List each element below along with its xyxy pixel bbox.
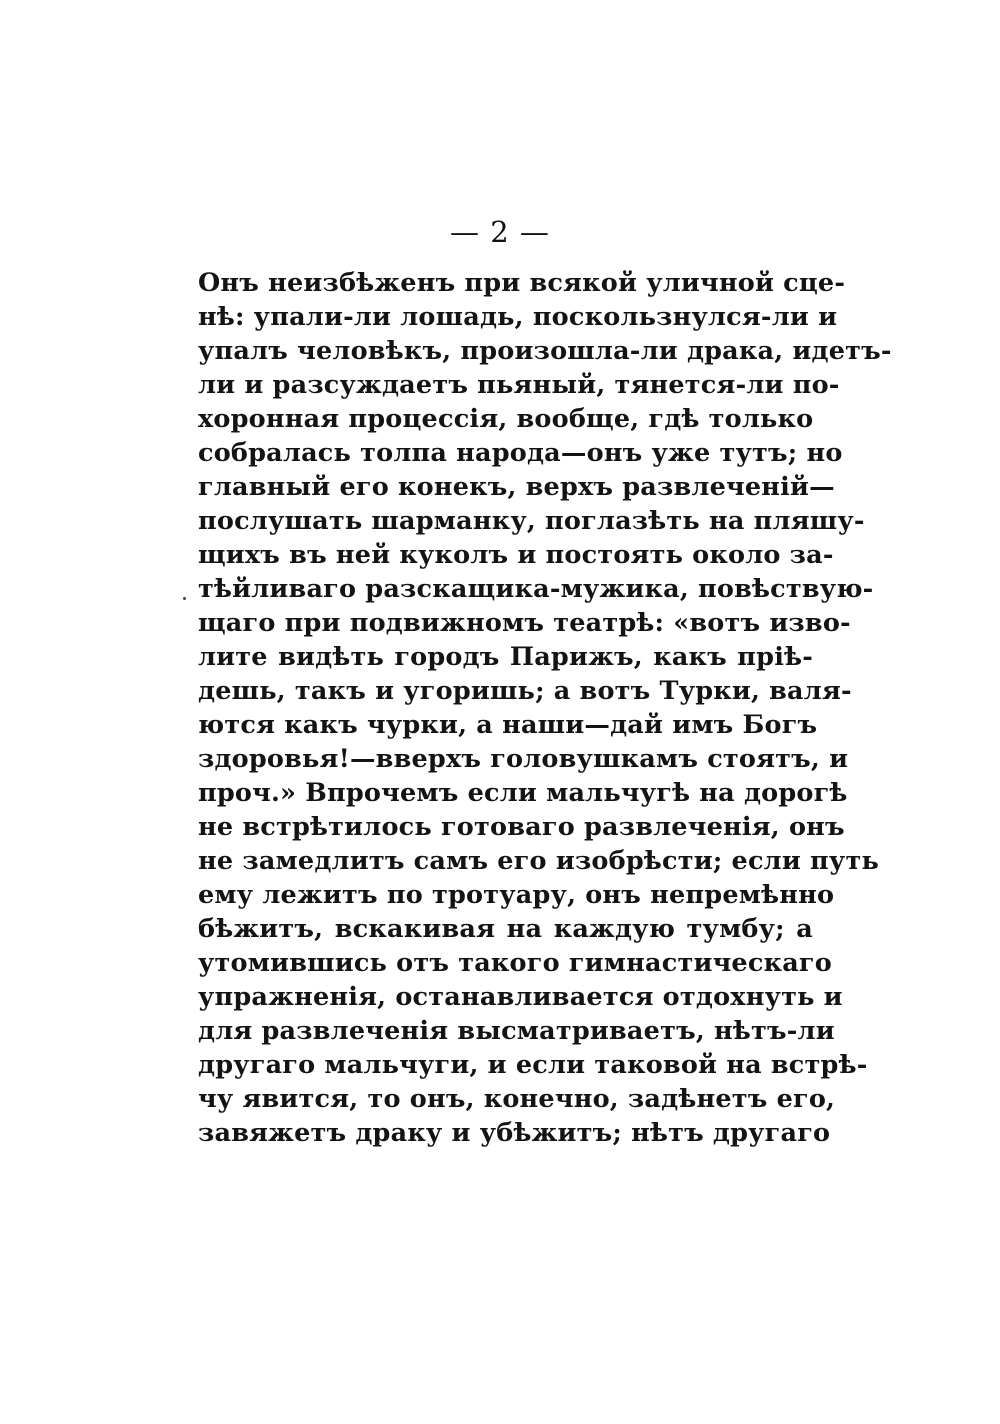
text-line: послушать шарманку, поглазѣть на пляшу- [198,506,865,536]
text-line: щаго при подвижномъ театрѣ: «вотъ изво- [198,608,851,638]
text-line: проч.» Впрочемъ если мальчугѣ на дорогѣ [198,778,848,808]
text-line: завяжетъ драку и убѣжитъ; нѣтъ другаго [198,1118,831,1148]
text-line: ли и разсуждаетъ пьяный, тянется-ли по- [198,370,840,400]
text-line: упражненія, останавливается отдохнуть и [198,982,843,1012]
text-line: ются какъ чурки, а наши—дай имъ Богъ [198,710,818,740]
text-line: упалъ человѣкъ, произошла-ли драка, идетъ- [198,336,892,366]
text-line: здоровья!—вверхъ головушкамъ стоятъ, и [198,744,849,774]
text-line: не встрѣтилось готоваго развлеченія, онъ [198,812,845,842]
text-line: чу явится, то онъ, конечно, задѣнетъ его, [198,1084,836,1114]
text-line: для развлеченія высматриваетъ, нѣтъ-ли [198,1016,835,1046]
margin-mark [183,597,186,600]
text-line: тѣйливаго разскащика-мужика, повѣствую- [198,574,874,604]
text-line: не замедлитъ самъ его изобрѣсти; если путь [198,846,879,876]
text-line: нѣ: упали-ли лошадь, поскользнулся-ли и [198,302,838,332]
text-line: ему лежитъ по тротуару, онъ непремѣнно [198,880,835,910]
page-number: — 2 — [450,215,550,249]
text-line: главный его конекъ, верхъ развлеченій— [198,472,835,502]
text-line: лите видѣть городъ Парижъ, какъ прiѣ- [198,642,813,672]
text-line: бѣжитъ, вскакивая на каждую тумбу; а [198,914,813,944]
body-text [198,266,892,1150]
text-line: утомившись отъ такого гимнастическаго [198,948,832,978]
text-line: хоронная процессія, вообще, гдѣ только [198,404,814,434]
text-line: дешь, такъ и угоришь; а вотъ Турки, валя- [198,676,852,706]
text-line: Онъ неизбѣженъ при всякой уличной сце- [198,268,846,298]
text-line: другаго мальчуги, и если таковой на встрѣ- [198,1050,868,1080]
text-line: щихъ въ ней куколъ и постоять около за- [198,540,834,570]
text-line: собралась толпа народа—онъ уже тутъ; но [198,438,843,468]
